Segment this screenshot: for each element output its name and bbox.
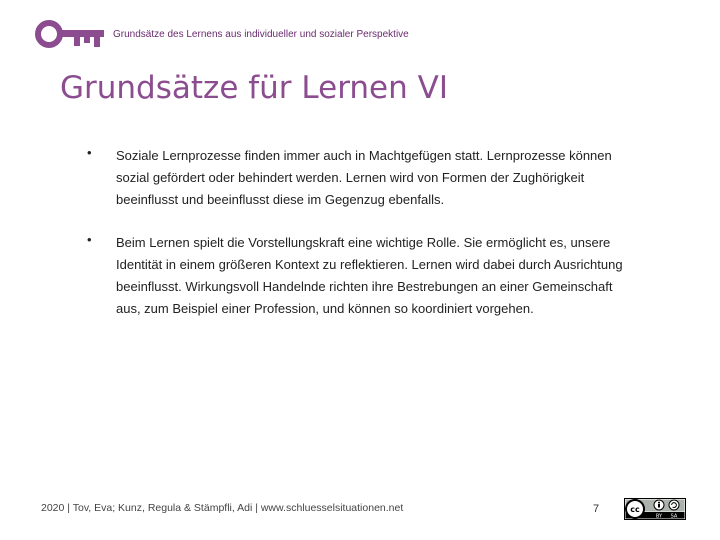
bullet-item: [84, 145, 624, 211]
key-icon: [34, 16, 106, 52]
sa-text: SA: [670, 513, 678, 520]
header-subtitle: Grundsätze des Lernens aus individueller und sozialer Perspektive: [113, 29, 409, 40]
footer-credit: 2020 | Tov, Eva; Kunz, Regula & Stämpfli, Adi | www.schluesselsituationen.net: [41, 502, 404, 514]
cc-text: cc: [630, 505, 640, 514]
slide-title: Grundsätze für Lernen VI: [60, 70, 448, 106]
bullet-text: Soziale Lernprozesse finden immer auch in Machtgefügen statt. Lernprozesse können sozial gefördert oder behindert werden. Lernen wird von Formen der Zughörigkeit beeinflusst und beeinflusst diese im Gegenzug ebenfalls.: [116, 148, 612, 207]
bullet-text: Beim Lernen spielt die Vorstellungskraft eine wichtige Rolle. Sie ermöglicht es, unsere Identität in einem größeren Kontext zu reflektieren. Lernen wird dabei durch Ausrichtung beeinflusst. Wirkungsvoll Handelnde richten ihre Bestrebungen an einer Gemeinschaft aus, zum Beispiel einer Profession, und können so koordiniert vorgehen.: [116, 235, 623, 316]
cc-by-sa-icon: [624, 498, 686, 520]
bullet-symbol: •: [87, 232, 92, 247]
bullet-item: [84, 232, 624, 320]
page-number: 7: [593, 503, 600, 515]
bullet-list: [84, 145, 624, 341]
bullet-symbol: •: [87, 145, 92, 160]
by-text: BY: [655, 513, 663, 520]
